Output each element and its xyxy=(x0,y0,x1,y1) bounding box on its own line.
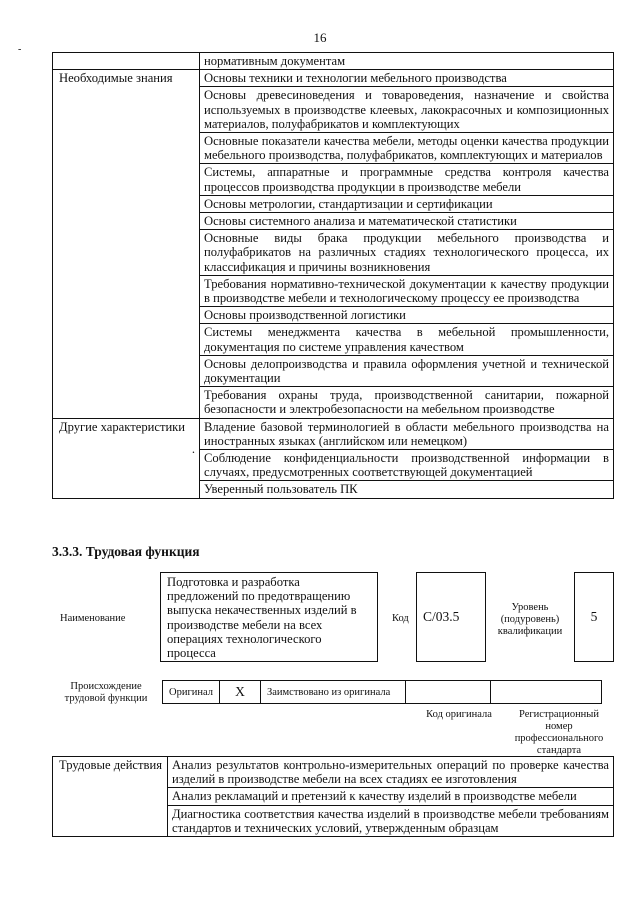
row-label-labor-actions: Трудовые действия xyxy=(53,757,168,837)
table-cell: Основы делопроизводства и правила оформления учетной и технической документации xyxy=(200,355,614,386)
row-label-required-knowledge: Необходимые знания xyxy=(53,70,200,418)
table-cell: Основы метрологии, стандартизации и сертификации xyxy=(200,195,614,212)
table-cell: нормативным документам xyxy=(200,53,614,70)
section-title: 3.3.3. Трудовая функция xyxy=(52,544,200,559)
row-label xyxy=(53,53,200,70)
table-cell: Владение базовой терминологией в области мебельного производства на иностранных языках (английском или немецком) xyxy=(200,418,614,449)
table-row xyxy=(53,70,614,87)
registration-number-cell xyxy=(491,681,602,704)
table-cell: Основы древесиноведения и товароведения, назначение и свойства используемых в производстве клеевых, лакокрасочных и композиционных материалов, полуфабрикатов и комплектующих xyxy=(200,87,614,133)
original-mark: X xyxy=(220,681,261,704)
table-row xyxy=(53,53,614,70)
table-row xyxy=(53,418,614,449)
table-cell: Анализ рекламаций и претензий к качеству изделий в производстве мебели xyxy=(168,788,614,805)
knowledge-table xyxy=(52,52,614,499)
stray-mark: . xyxy=(191,441,195,456)
code-label: Код xyxy=(392,613,409,624)
origin-table xyxy=(162,680,602,704)
table-cell: Соблюдение конфиденциальности производственной информации в случаях, предусмотренных соответствующей документацией xyxy=(200,450,614,481)
table-cell: Анализ результатов контрольно-измерительных операций по проверке качества изделий в производстве мебели на всех стадиях ее изготовления xyxy=(168,757,614,788)
actions-table xyxy=(52,756,614,837)
table-cell: Системы менеджмента качества в мебельной промышленности, документация по системе управления качеством xyxy=(200,324,614,355)
table-row xyxy=(163,681,602,704)
original-label: Оригинал xyxy=(163,681,220,704)
borrowed-label: Заимствовано из оригинала xyxy=(261,681,406,704)
table-cell: Требования охраны труда, производственной санитарии, пожарной безопасности и электробезопасности на мебельном производстве xyxy=(200,387,614,418)
table-cell: Требования нормативно-технической документации к качеству продукции в производстве мебели и технологическому процессу ее производства xyxy=(200,275,614,306)
table-cell: Основные виды брака продукции мебельного производства и полуфабрикатов на различных стадиях технологического процесса, их классификация и причины возникновения xyxy=(200,230,614,276)
table-cell: Основы производственной логистики xyxy=(200,307,614,324)
origin-label: Происхождение трудовой функции xyxy=(64,681,148,704)
name-label: Наименование xyxy=(60,613,126,624)
original-code-cell xyxy=(406,681,491,704)
table-cell: Основы техники и технологии мебельного производства xyxy=(200,70,614,87)
table-cell: Основные показатели качества мебели, методы оценки качества продукции мебельного производства, полуфабрикатов, комплектующих и материалов xyxy=(200,133,614,164)
function-name-box: Подготовка и разработка предложений по предотвращению выпуска некачественных изделий в производстве мебели на всех операциях технологического процесса xyxy=(160,572,378,662)
level-label: Уровень (подуровень) квалификации xyxy=(497,602,563,637)
table-cell: Диагностика соответствия качества изделий в производстве мебели требованиям стандартов и технических условий, утвержденным образцам xyxy=(168,805,614,836)
table-cell: Уверенный пользователь ПК xyxy=(200,481,614,498)
level-value-box: 5 xyxy=(574,572,614,662)
table-cell: Системы, аппаратные и программные средства контроля качества процессов производства продукции в производстве мебели xyxy=(200,164,614,195)
row-label-other-characteristics: Другие характеристики . xyxy=(53,418,200,498)
table-cell: Основы системного анализа и математической статистики xyxy=(200,213,614,230)
code-caption: Код оригинала xyxy=(426,709,492,720)
table-row xyxy=(53,757,614,788)
registration-caption: Регистрационный номер профессионального стандарта xyxy=(514,709,604,756)
function-code-box: С/03.5 xyxy=(416,572,486,662)
page-number: 16 xyxy=(313,30,327,45)
margin-mark: - xyxy=(18,44,22,55)
